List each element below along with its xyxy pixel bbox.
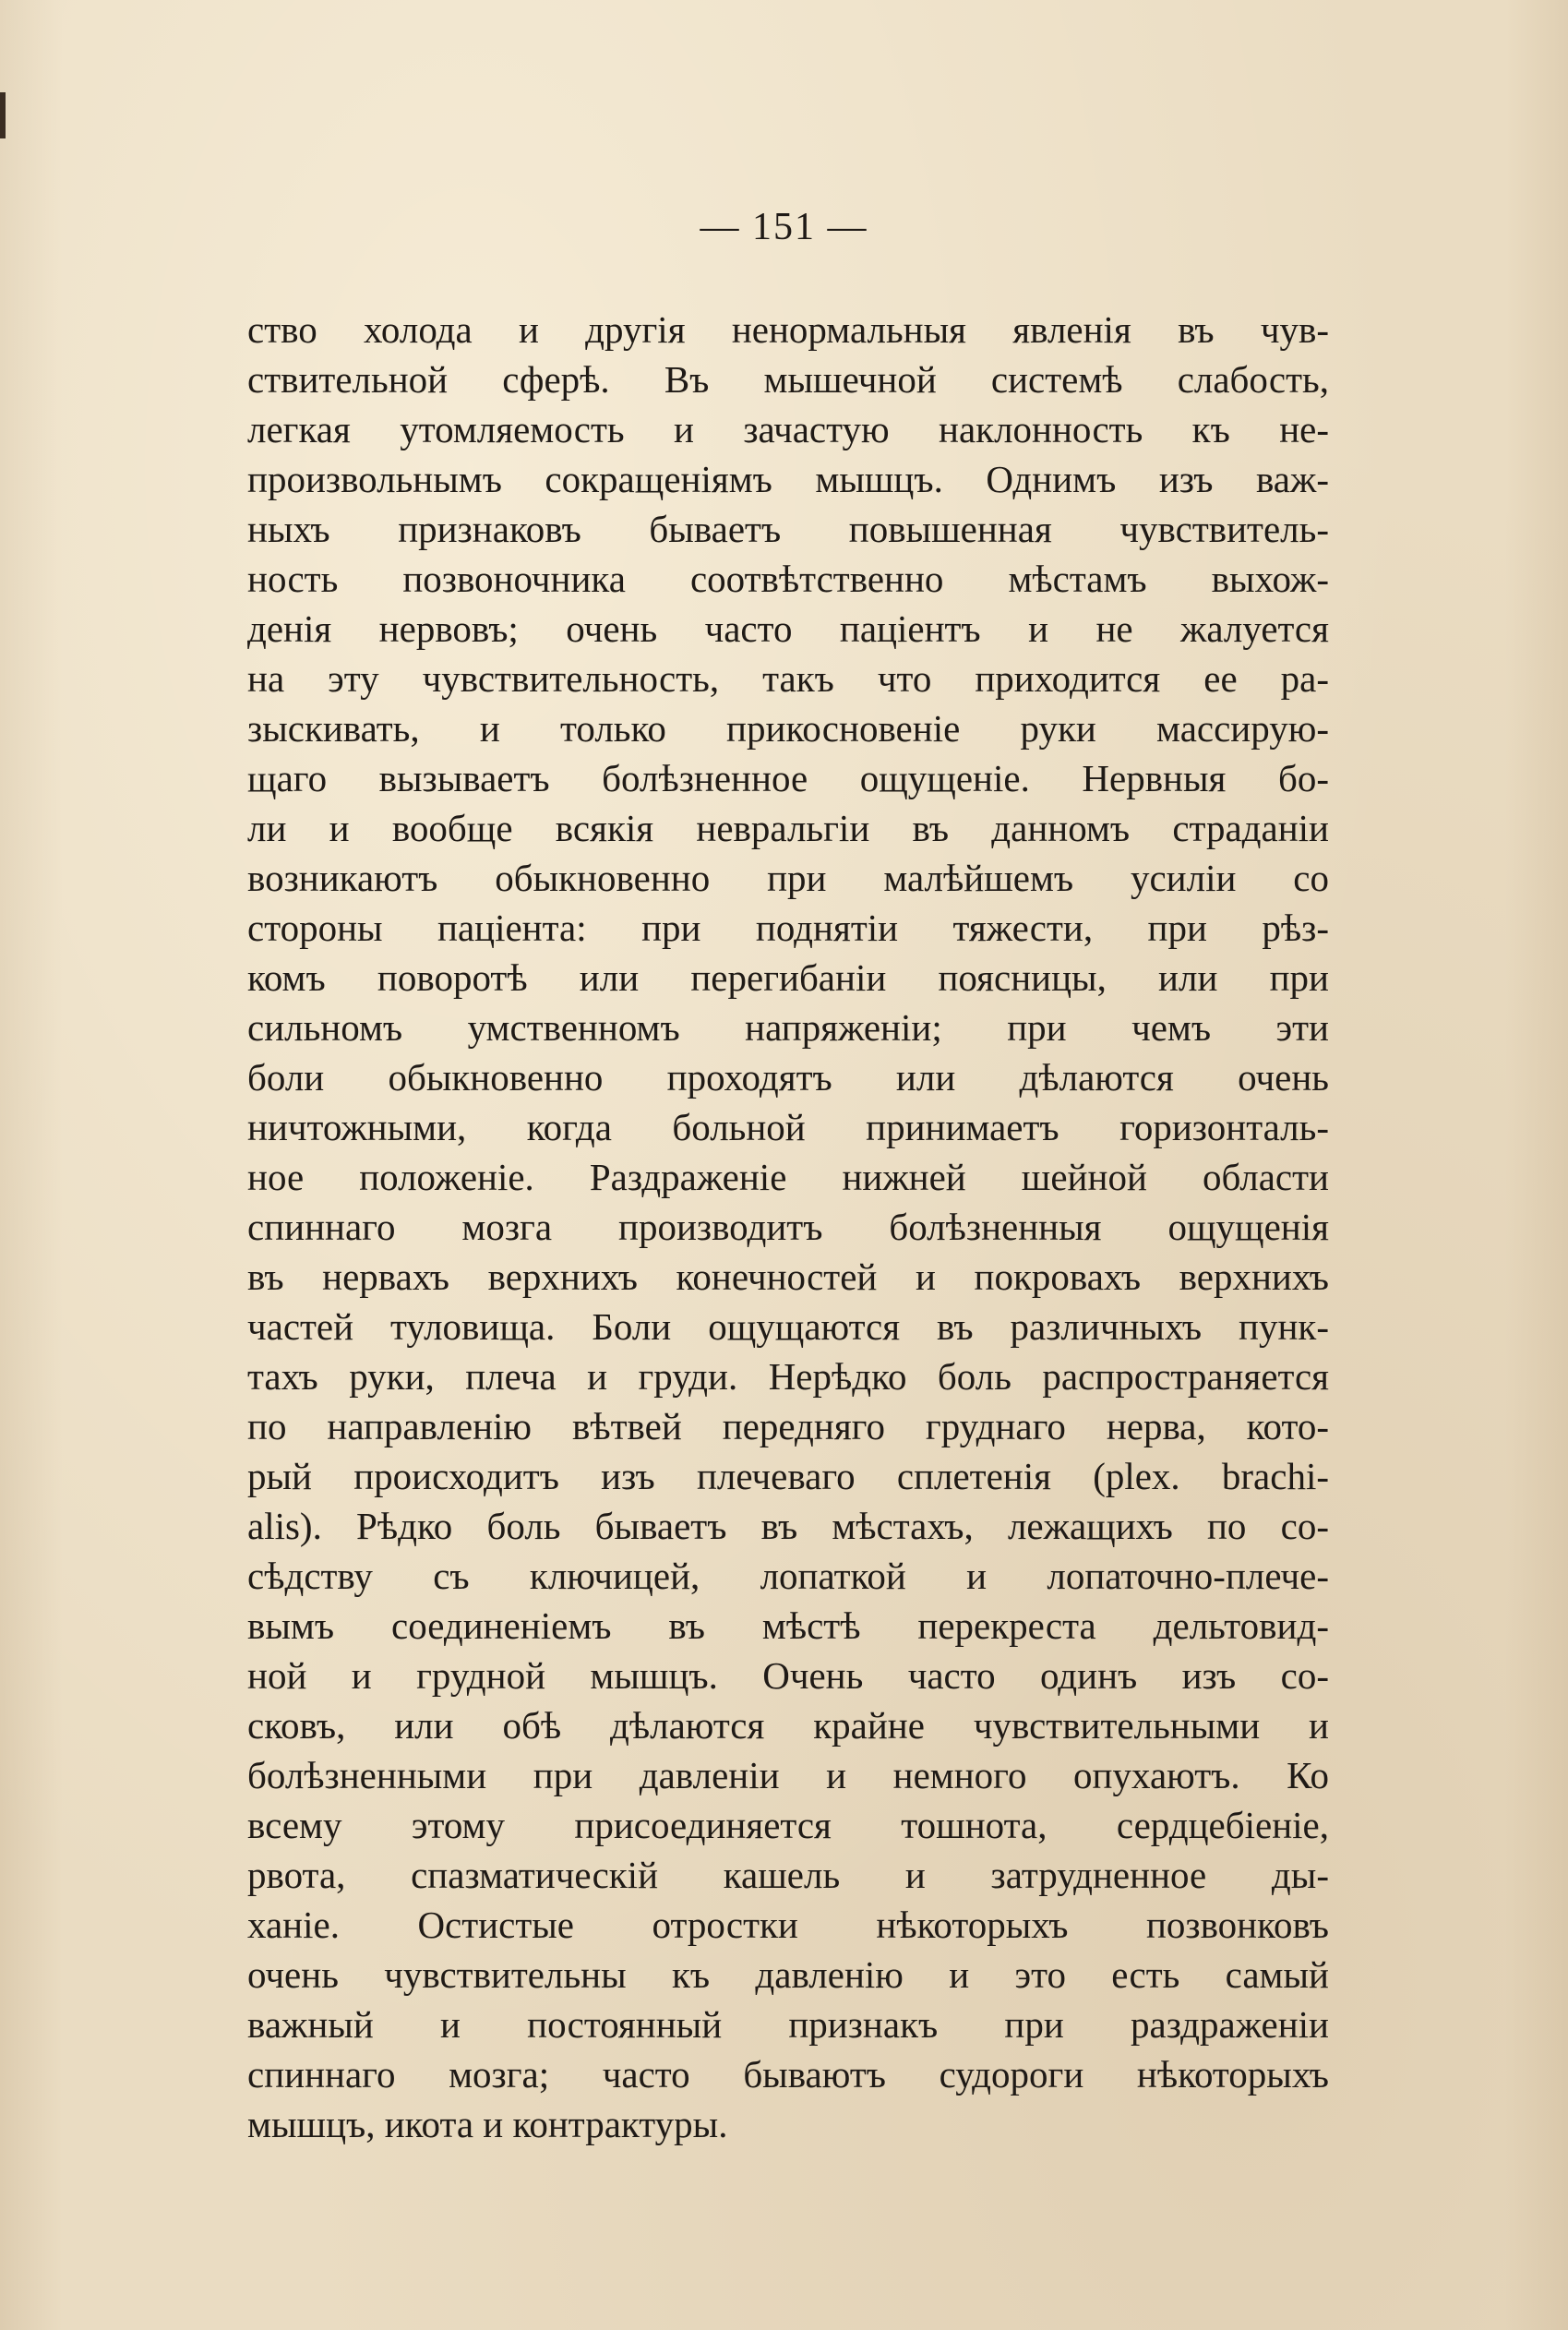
text-line: возникаютъ обыкновенно при малѣйшемъ усиліи со bbox=[247, 857, 1329, 899]
text-line: вымъ соединеніемъ въ мѣстѣ перекреста дельтовид- bbox=[247, 1604, 1329, 1647]
text-line: ли и вообще всякія невральгіи въ данномъ страданіи bbox=[247, 807, 1329, 849]
text-line: рвота, спазматическій кашель и затрудненное ды- bbox=[247, 1854, 1329, 1896]
text-line: въ нервахъ верхнихъ конечностей и покровахъ верхнихъ bbox=[247, 1255, 1329, 1298]
text-line: комъ поворотѣ или перегибаніи поясницы, или при bbox=[247, 956, 1329, 999]
text-line: произвольнымъ сокращеніямъ мышцъ. Однимъ изъ важ- bbox=[247, 458, 1329, 500]
text-line: ство холода и другія ненормальныя явленія въ чув- bbox=[247, 308, 1329, 351]
text-line: тахъ руки, плеча и груди. Нерѣдко боль распространяется bbox=[247, 1355, 1329, 1398]
page-number: — 151 — bbox=[700, 206, 868, 248]
text-line: ханіе. Остистые отростки нѣкоторыхъ позвонковъ bbox=[247, 1904, 1329, 1946]
text-line: важный и постоянный признакъ при раздраженіи bbox=[247, 2003, 1329, 2046]
text-line: мышцъ, икота и контрактуры. bbox=[247, 2103, 728, 2145]
text-line: сѣдству съ ключицей, лопаткой и лопаточно-плече- bbox=[247, 1555, 1329, 1597]
text-line: стороны паціента: при поднятіи тяжести, при рѣз- bbox=[247, 907, 1329, 949]
text-line: ничтожными, когда больной принимаетъ горизонталь- bbox=[247, 1106, 1329, 1148]
text-line: ныхъ признаковъ бываетъ повышенная чувствитель- bbox=[247, 508, 1329, 550]
text-line: сильномъ умственномъ напряженіи; при чемъ эти bbox=[247, 1006, 1329, 1049]
text-line: ность позвоночника соотвѣтственно мѣстамъ выхож- bbox=[247, 558, 1329, 600]
text-line: ствительной сферѣ. Въ мышечной системѣ слабость, bbox=[247, 358, 1329, 401]
page-edge-mark bbox=[0, 92, 6, 138]
text-line: болѣзненными при давленіи и немного опухаютъ. Ко bbox=[247, 1754, 1329, 1796]
text-line: спиннаго мозга; часто бываютъ судороги нѣкоторыхъ bbox=[247, 2053, 1329, 2096]
text-line: денія нервовъ; очень часто паціентъ и не жалуется bbox=[247, 607, 1329, 650]
text-line: ное положеніе. Раздраженіе нижней шейной области bbox=[247, 1156, 1329, 1198]
text-line: ной и грудной мышцъ. Очень часто одинъ изъ со- bbox=[247, 1654, 1329, 1697]
text-line: очень чувствительны къ давленію и это есть самый bbox=[247, 1953, 1329, 1996]
text-line: боли обыкновенно проходятъ или дѣлаются очень bbox=[247, 1056, 1329, 1099]
body-text bbox=[247, 305, 1329, 2149]
text-line: по направленію вѣтвей передняго груднаго нерва, кото- bbox=[247, 1405, 1329, 1447]
text-line: alis). Рѣдко боль бываетъ въ мѣстахъ, лежащихъ по со- bbox=[247, 1505, 1329, 1547]
text-line: зыскивать, и только прикосновеніе руки массирую- bbox=[247, 707, 1329, 750]
text-line: всему этому присоединяется тошнота, сердцебіеніе, bbox=[247, 1804, 1329, 1846]
text-line: частей туловища. Боли ощущаются въ различныхъ пунк- bbox=[247, 1305, 1329, 1348]
text-line: рый происходитъ изъ плечеваго сплетенія (plex. brachi- bbox=[247, 1455, 1329, 1497]
text-line: легкая утомляемость и зачастую наклонность къ не- bbox=[247, 408, 1329, 450]
text-line: сковъ, или обѣ дѣлаются крайне чувствительными и bbox=[247, 1704, 1329, 1747]
text-line: спиннаго мозга производитъ болѣзненныя ощущенія bbox=[247, 1206, 1329, 1248]
text-line: на эту чувствительность, такъ что приходится ее ра- bbox=[247, 657, 1329, 700]
text-line: щаго вызываетъ болѣзненное ощущеніе. Нервныя бо- bbox=[247, 757, 1329, 799]
